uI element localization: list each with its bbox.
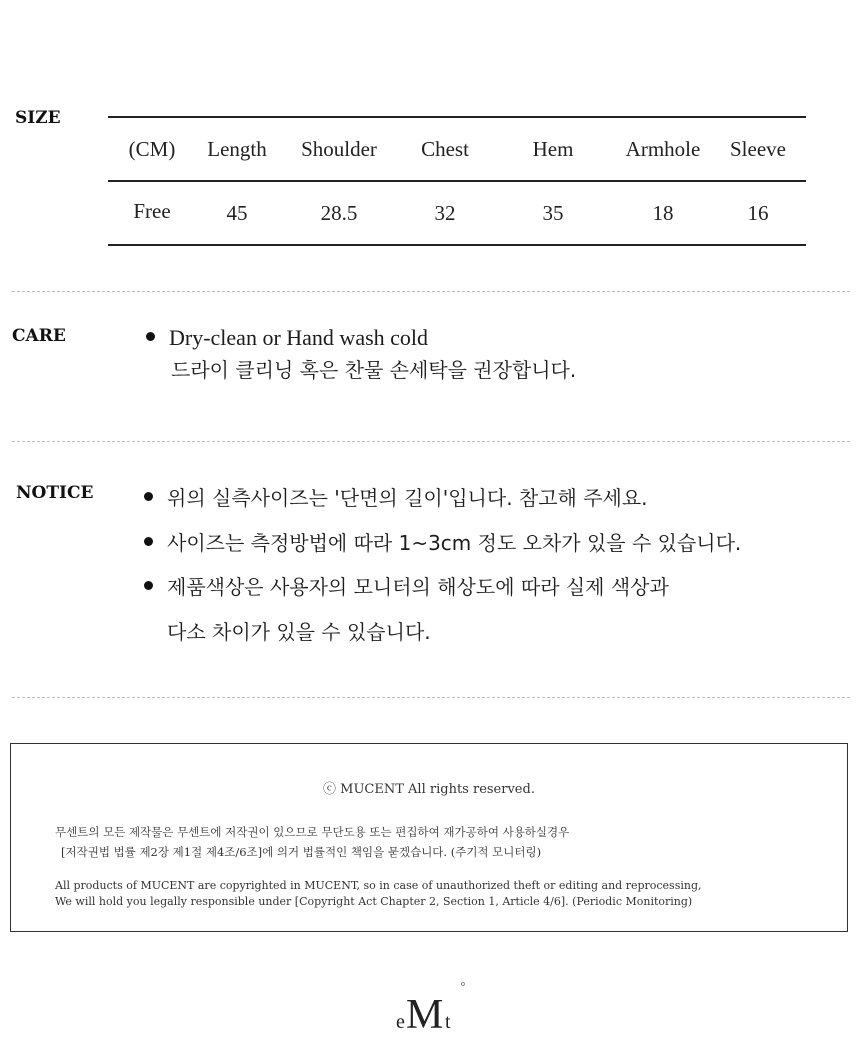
copyright-korean-line: 무센트의 모든 제작물은 무센트에 저작권이 있으므로 무단도용 또는 편집하여 재가공하여 사용하실경우: [55, 825, 570, 839]
size-cell-free: Free: [133, 198, 171, 223]
copyright-english-line: All products of MUCENT are copyrighted in MUCENT, so in case of unauthorized theft or editing and reprocessing,: [55, 879, 702, 892]
notice-item: [144, 482, 648, 511]
notice-item-text: 사이즈는 측정방법에 따라 1~3cm 정도 오차가 있을 수 있습니다.: [167, 531, 742, 555]
column-header-sleeve: Sleeve: [730, 136, 786, 161]
logo-letter-e: e: [396, 1011, 405, 1032]
column-header-shoulder: Shoulder: [301, 136, 377, 161]
notice-item-text: 제품색상은 사용자의 모니터의 해상도에 따라 실제 색상과: [167, 575, 669, 599]
size-cell-armhole: 18: [652, 200, 674, 225]
notice-item: [144, 571, 669, 600]
copyright-korean-line: [저작권법 법률 제2장 제1절 제4조/6조]에 의거 법률적인 책임을 묻겠습니다. (주기적 모니터링): [61, 845, 542, 859]
copyright-english-line: We will hold you legally responsible under [Copyright Act Chapter 2, Section 1, Article 4/6]. (Periodic Monitoring): [55, 895, 693, 908]
size-section-label: SIZE: [15, 108, 61, 128]
notice-item: [144, 527, 741, 556]
logo-letter-m: M: [406, 992, 444, 1032]
size-cell-length: 45: [226, 200, 248, 225]
table-row: [108, 182, 806, 244]
bullet-icon: [144, 492, 153, 501]
column-header-unit: (CM): [128, 136, 176, 161]
bullet-icon: [146, 332, 155, 341]
size-cell-shoulder: 28.5: [320, 200, 358, 225]
mucent-logo: [396, 980, 466, 1032]
notice-item-text: 위의 실측사이즈는 '단면의 길이'입니다. 참고해 주세요.: [167, 486, 648, 510]
notice-section-label: NOTICE: [16, 483, 94, 503]
size-cell-hem: 35: [542, 200, 564, 225]
size-table: [108, 116, 806, 246]
size-cell-sleeve: 16: [747, 200, 769, 225]
section-divider: [12, 697, 850, 698]
care-item: [146, 325, 428, 351]
logo-letter-t: t: [445, 1011, 451, 1032]
care-text-korean: 드라이 클리닝 혹은 찬물 손세탁을 권장합니다.: [171, 358, 577, 382]
column-header-length: Length: [207, 136, 267, 161]
care-text-english: Dry-clean or Hand wash cold: [169, 325, 429, 350]
size-table-header: [108, 118, 806, 182]
section-divider: [12, 441, 850, 442]
notice-item-continuation: 다소 차이가 있을 수 있습니다.: [167, 620, 431, 644]
column-header-chest: Chest: [421, 136, 469, 161]
bullet-icon: [144, 581, 153, 590]
logo-icon: [396, 980, 466, 1032]
copyright-title: ⓒ MUCENT All rights reserved.: [323, 782, 535, 797]
bullet-icon: [144, 537, 153, 546]
column-header-armhole: Armhole: [625, 136, 701, 161]
size-cell-chest: 32: [434, 200, 456, 225]
column-header-hem: Hem: [532, 136, 574, 161]
copyright-box: [10, 743, 848, 932]
section-divider: [12, 291, 850, 292]
care-section-label: CARE: [12, 326, 66, 346]
